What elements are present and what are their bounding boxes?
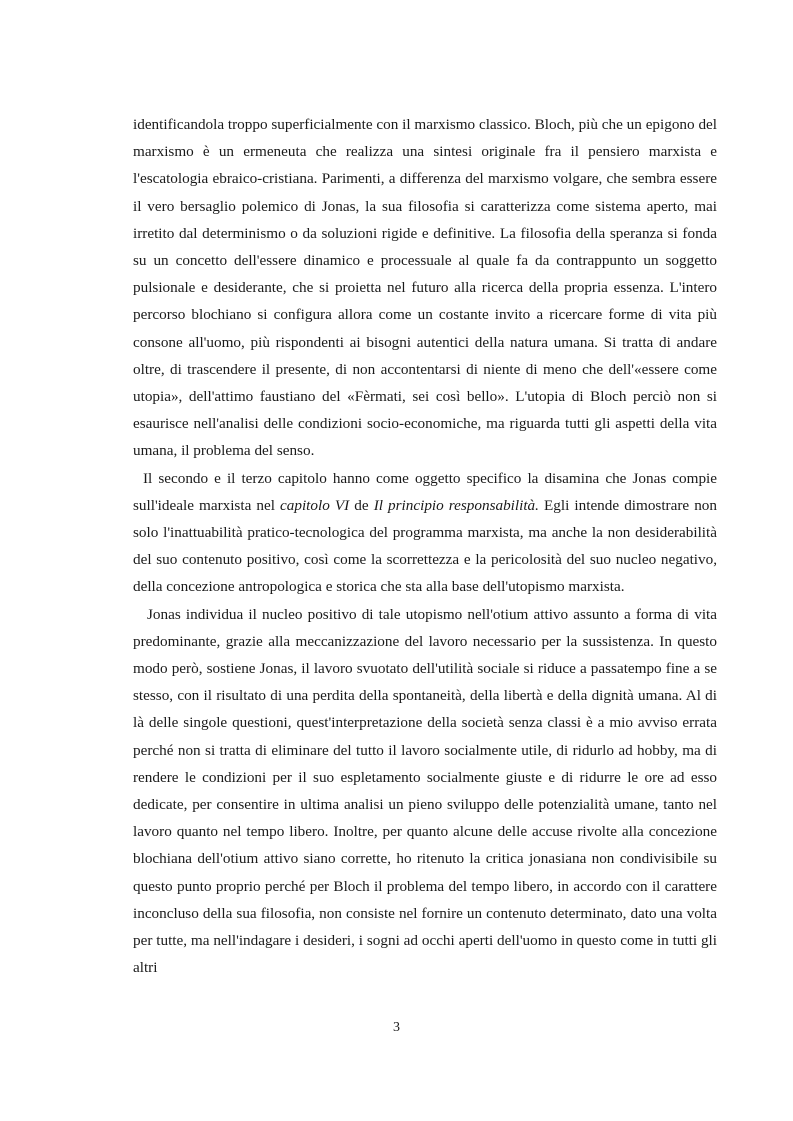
- book-title-reference: Il principio responsabilità.: [373, 496, 539, 514]
- paragraph-2-text-b: de: [349, 496, 374, 514]
- book-chapter-reference: capitolo VI: [280, 496, 350, 514]
- paragraph-2: [133, 465, 717, 601]
- page-number: 3: [393, 1020, 400, 1035]
- paragraph-2-text-c: Egli intende dimostrare non solo l'inattuabilità pratico-tecnologica del programma marxista, ma anche la non desiderabilità del suo contenuto positivo, così come la scorrettezza e la pericolosità del suo nucleo negativo, della concezione antropologica e storica che sta alla base dell'utopismo marxista.: [133, 496, 717, 596]
- paragraph-3: [133, 601, 717, 982]
- paragraph-3-text: Jonas individua il nucleo positivo di tale utopismo nell'otium attivo assunto a forma di vita predominante, grazie alla meccanizzazione del lavoro necessario per la sussistenza. In questo modo però, sostiene Jonas, il lavoro svuotato dell'utilità sociale si riduce a passatempo fine a se stesso, con il risultato di una perdita della spontaneità, della libertà e della dignità umana. Al di là delle singole questioni, quest'interpretazione della società senza classi è a mio avviso errata perché non si tratta di eliminare del tutto il lavoro socialmente utile, di ridurlo ad hobby, ma di rendere le condizioni per il suo espletamento socialmente giuste e di ridurre le ore ad esso dedicate, per consentire in ultima analisi un pieno sviluppo delle potenzialità umane, tanto nel lavoro quanto nel tempo libero. Inoltre, per quanto alcune delle accuse rivolte alla concezione blochiana dell'otium attivo siano corrette, ho ritenuto la critica jonasiana non condivisibile su questo punto proprio perché per Bloch il problema del tempo libero, in accordo con il carattere inconcluso della sua filosofia, non consiste nel fornire un contenuto determinato, dato una volta per tutte, ma nell'indagare i desideri, i sogni ad occhi aperti dell'uomo in questo come in tutti gli altri: [133, 605, 717, 977]
- paragraph-2-text-a: Il secondo e il terzo capitolo hanno come oggetto specifico la disamina che Jonas compie sull'ideale marxista nel: [133, 469, 717, 514]
- body-text: [133, 111, 717, 982]
- paragraph-1-text: identificandola troppo superficialmente con il marxismo classico. Bloch, più che un epigono del marxismo è un ermeneuta che realizza una sintesi originale fra il pensiero marxista e l'escatologia ebraico-cristiana. Parimenti, a differenza del marxismo volgare, che sembra essere il vero bersaglio polemico di Jonas, la sua filosofia si caratterizza come sistema aperto, mai irretito dal determinismo o da soluzioni rigide e definitive. La filosofia della speranza si fonda su un concetto dell'essere dinamico e processuale al quale fa da contrappunto un soggetto pulsionale e desiderante, che si proietta nel futuro alla ricerca della propria essenza. L'intero percorso blochiano si configura allora come un costante invito a ricercare forme di vita più consone all'uomo, più rispondenti ai bisogni autentici della natura umana. Si tratta di andare oltre, di trascendere il presente, di non accontentarsi di niente di meno che dell'«essere come utopia», dell'attimo faustiano del «Fèrmati, sei così bello». L'utopia di Bloch perciò non si esaurisce nell'analisi delle condizioni socio-economiche, ma riguarda tutti gli aspetti della vita umana, il problema del senso.: [133, 116, 717, 460]
- paragraph-1: [133, 111, 717, 465]
